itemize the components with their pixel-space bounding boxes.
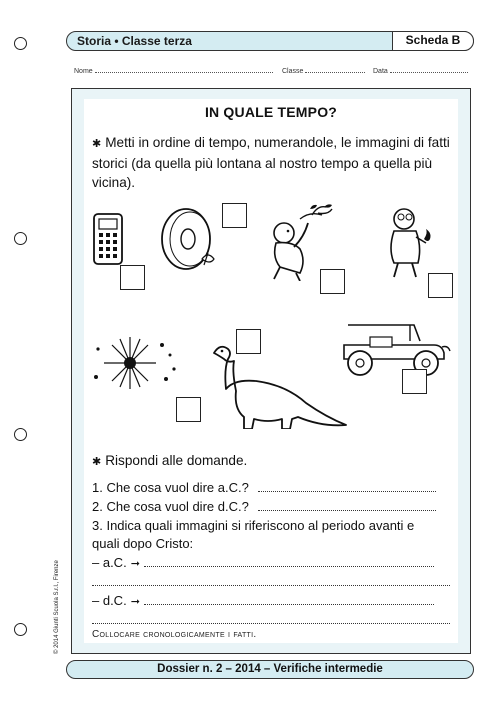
question-1-text: 1. Che cosa vuol dire a.C.? [92, 480, 249, 495]
arrow-right-icon: ➞ [130, 596, 140, 608]
answer-line-dc-2[interactable] [92, 612, 450, 624]
number-box-wheel[interactable] [222, 203, 247, 228]
vintage-car-icon [340, 319, 454, 379]
caveman-fire-icon [378, 205, 438, 279]
learning-objective: Collocare cronologicamente i fatti. [92, 629, 257, 640]
number-box-caveman-fire[interactable] [428, 273, 453, 298]
ordering-instruction [92, 133, 454, 192]
answer-ac-extra [92, 573, 454, 591]
answer-line-ac-2[interactable] [92, 574, 450, 586]
binder-hole-4 [14, 623, 27, 636]
answer-line-1[interactable] [258, 480, 436, 492]
dc-label: – d.C. [92, 593, 127, 608]
ac-label: – a.C. [92, 555, 127, 570]
cellphone-icon [88, 211, 128, 267]
student-fields [74, 66, 474, 78]
question-2-text: 2. Che cosa vuol dire d.C.? [92, 499, 249, 514]
question-3 [92, 517, 454, 535]
exercise-card [71, 88, 471, 654]
binder-hole-1 [14, 37, 27, 50]
question-3-text: 3. Indica quali immagini si riferiscono al periodo avanti e [92, 518, 415, 533]
number-box-caveman-branch[interactable] [320, 269, 345, 294]
answer-line-dc-1[interactable] [144, 593, 434, 605]
question-3-continued [92, 535, 454, 553]
class-label: Classe [282, 68, 304, 75]
exercise-title: IN QUALE TEMPO? [204, 104, 338, 120]
date-label: Data [373, 68, 388, 75]
exercise-content [84, 99, 458, 643]
questions-instruction-text: Rispondi alle domande. [105, 453, 248, 468]
class-field[interactable] [282, 66, 365, 75]
question-2 [92, 498, 454, 516]
footer-bar: Dossier n. 2 – 2014 – Verifiche intermedie [66, 660, 474, 679]
answer-ac [92, 554, 454, 573]
dinosaur-icon [200, 333, 350, 429]
binder-hole-2 [14, 232, 27, 245]
answer-line-2[interactable] [258, 499, 436, 511]
copyright-note: © 2014 Giunti Scuola S.r.l., Firenze [54, 560, 60, 654]
answer-dc [92, 592, 454, 611]
subject-label: Storia • Classe terza [77, 34, 192, 48]
fireworks-icon [90, 333, 180, 395]
number-box-car[interactable] [402, 369, 427, 394]
name-field[interactable] [74, 66, 273, 75]
arrow-right-icon: ➞ [130, 558, 140, 570]
sheet-label: Scheda B [392, 31, 474, 51]
number-box-phone[interactable] [120, 265, 145, 290]
bullet-icon: ✱ [92, 138, 102, 150]
answer-dc-extra [92, 611, 454, 629]
questions-instruction [92, 451, 454, 472]
number-box-fireworks[interactable] [176, 397, 201, 422]
date-field[interactable] [373, 66, 468, 75]
number-box-dinosaur[interactable] [236, 329, 261, 354]
answer-line-ac-1[interactable] [144, 555, 434, 567]
header-bar [66, 31, 474, 51]
binder-hole-3 [14, 428, 27, 441]
bullet-icon: ✱ [92, 456, 102, 468]
stone-wheel-icon [158, 203, 220, 275]
name-label: Nome [74, 68, 93, 75]
ordering-instruction-text: Metti in ordine di tempo, numerandole, le immagini di fatti storici (da quella più lontana al nostro tempo a quella più vicina). [92, 135, 450, 190]
question-3-text-continued: quali dopo Cristo: [92, 536, 194, 551]
question-1 [92, 479, 454, 497]
